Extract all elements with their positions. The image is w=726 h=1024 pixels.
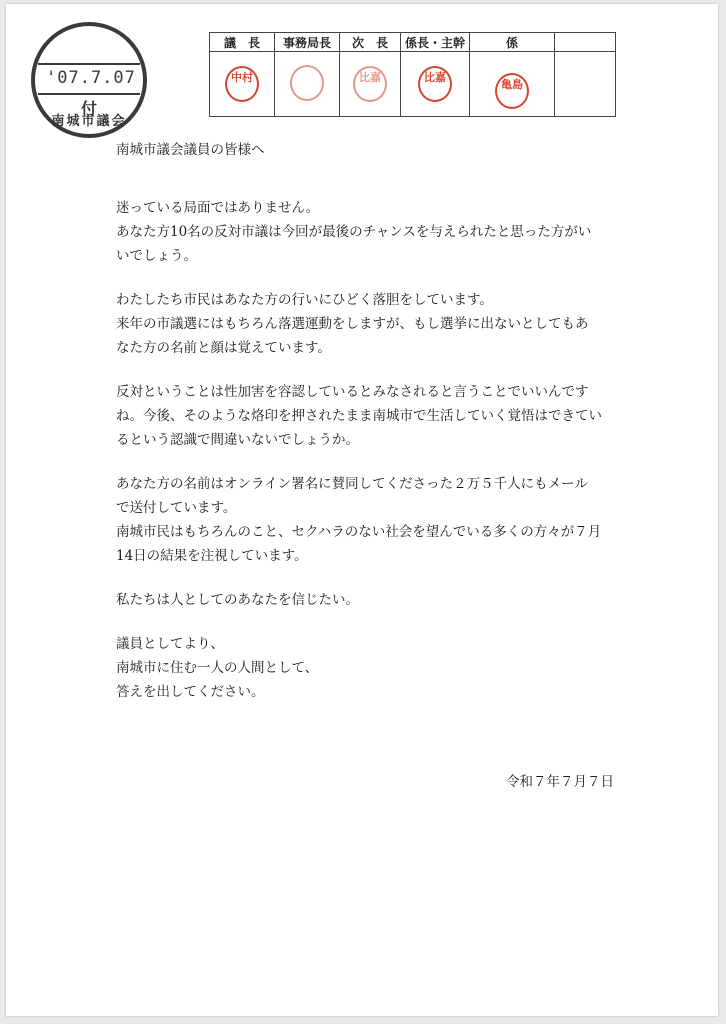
text-line: 反対ということは性加害を容認しているとみなされると言うことでいいんです (116, 384, 589, 400)
text-line: わたしたち市民はあなた方の行いにひどく落胆をしています。 (116, 292, 493, 308)
header-section-chief: 係長・主幹 (401, 33, 470, 52)
letter-body (116, 138, 616, 704)
text-line: なた方の名前と顔は覚えています。 (116, 340, 331, 356)
hanko-seal: 比嘉 (353, 66, 387, 102)
text-line: いでしょう。 (116, 248, 197, 264)
text-line: 迷っている局面ではありません。 (116, 200, 320, 216)
letter-date: 令和７年７月７日 (506, 774, 614, 790)
text-line: 私たちは人としてのあなたを信じたい。 (116, 592, 359, 608)
header-secretary-general: 事務局長 (275, 33, 340, 52)
stamp-organization: 南城市議会 (51, 114, 127, 129)
text-line: 議員としてより、 (116, 636, 224, 652)
seal-cell-blank (555, 52, 616, 117)
seal-cell-secretary-general (275, 52, 340, 117)
text-line: るという認識で間違いないでしょうか。 (116, 432, 359, 448)
paragraph-6 (116, 632, 616, 704)
received-date-stamp (28, 18, 150, 142)
stamp-date: '07.7.07 (46, 68, 136, 88)
hanko-seal: 比嘉 (418, 66, 452, 102)
text-line: 答えを出してください。 (116, 684, 265, 700)
header-deputy: 次 長 (340, 33, 401, 52)
text-line: あなた方10名の反対市議は今回が最後のチャンスを与えられたと思った方がい (116, 224, 592, 240)
hanko-seal: 亀島 (495, 73, 529, 109)
paragraph-5 (116, 588, 616, 612)
stamp-received-mark: 付 (80, 99, 97, 118)
letter-page (6, 4, 718, 1016)
paragraph-2 (116, 288, 616, 360)
text-line: 来年の市議選にはもちろん落選運動をしますが、もし選挙に出ないとしてもあ (116, 316, 589, 332)
seal-cell-staff (470, 52, 555, 117)
text-line: 14日の結果を注視しています。 (116, 548, 308, 564)
seal-cell-deputy (340, 52, 401, 117)
paragraph-3 (116, 380, 616, 452)
paragraph-4 (116, 472, 616, 568)
seal-cell-chair (210, 52, 275, 117)
seal-cell-section-chief (401, 52, 470, 117)
approval-seal-table (209, 32, 616, 117)
text-line: 南城市民はもちろんのこと、セクハラのない社会を望んでいる多くの方々が７月 (116, 524, 602, 540)
paragraph-1 (116, 196, 616, 268)
text-line: 南城市に住む一人の人間として、 (116, 660, 319, 676)
header-blank (555, 33, 616, 52)
text-line: あなた方の名前はオンライン署名に賛同してくださった２万５千人にもメール (116, 476, 588, 492)
text-line: で送付しています。 (116, 500, 237, 516)
letter-addressee: 南城市議会議員の皆様へ (116, 142, 265, 158)
hanko-seal (290, 65, 324, 101)
header-staff: 係 (470, 33, 555, 52)
header-chair: 議 長 (210, 33, 275, 52)
hanko-seal: 中村 (225, 66, 259, 102)
text-line: ね。今後、そのような烙印を押されたまま南城市で生活していく覚悟はできてい (116, 408, 602, 424)
